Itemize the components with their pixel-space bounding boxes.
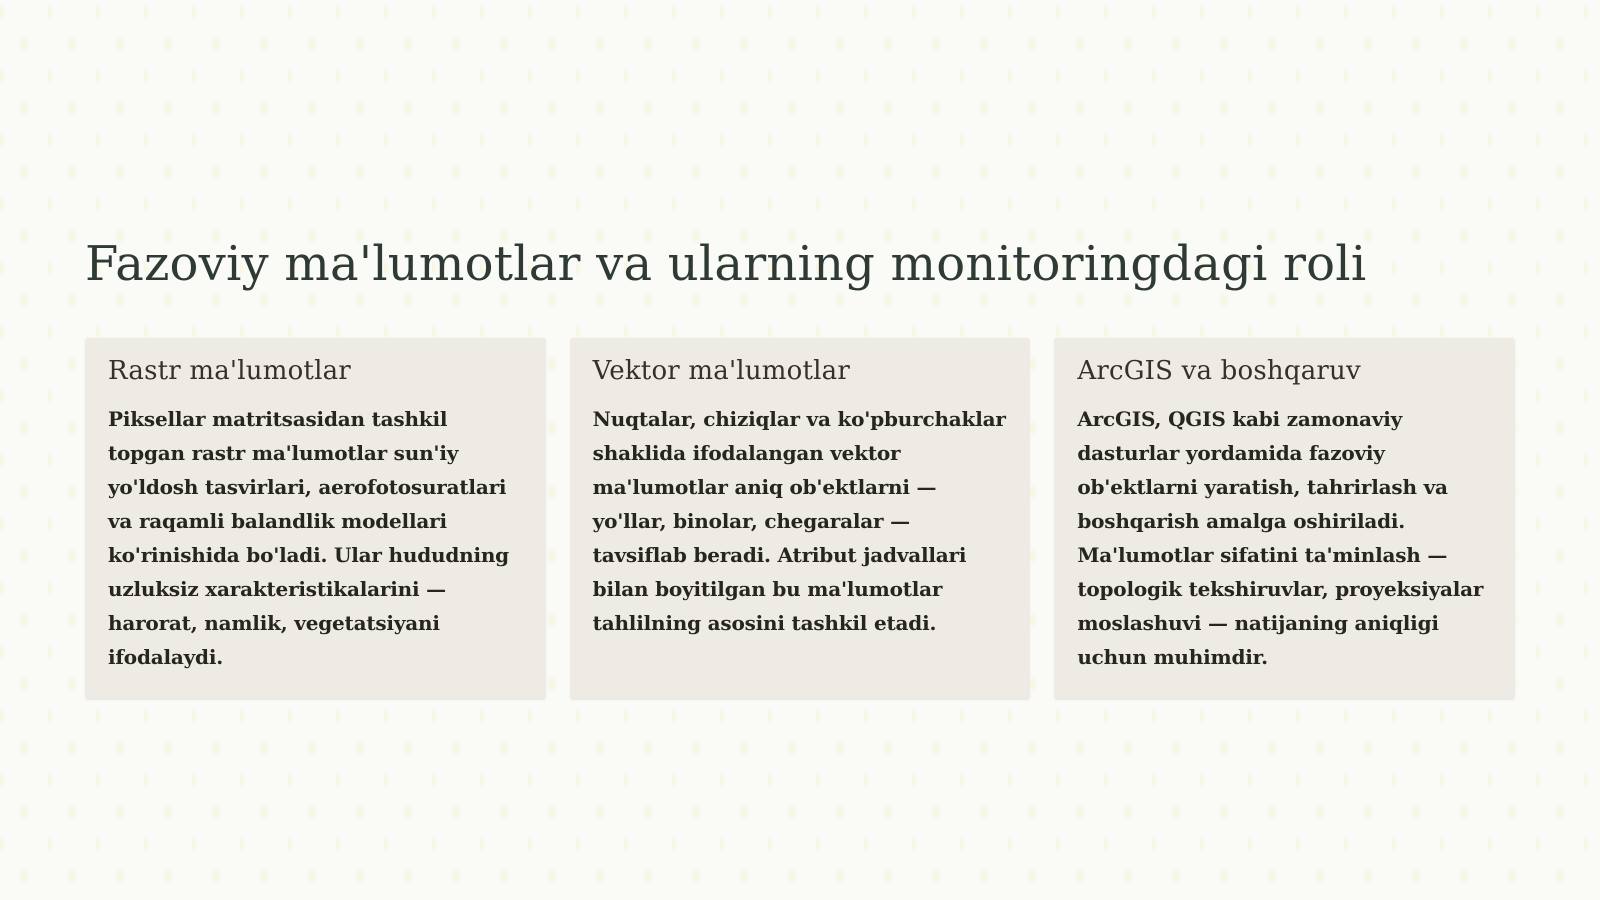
cards-row — [85, 338, 1515, 700]
page-title: Fazoviy ma'lumotlar va ularning monitoringdagi roli — [85, 236, 1367, 292]
card-heading: Vektor ma'lumotlar — [592, 356, 850, 386]
card-heading: ArcGIS va boshqaruv — [1077, 356, 1361, 386]
card-vektor-malumotlar — [570, 338, 1031, 700]
card-body: ArcGIS, QGIS kabi zamonaviy dasturlar yordamida fazoviy ob'ektlarni yaratish, tahrirlash va boshqarish amalga oshiriladi. Ma'lumotlar sifatini ta'minlash — topologik tekshiruvlar, proyeksiyalar moslashuvi — natijaning aniqligi uchun muhimdir. — [1077, 407, 1484, 669]
card-body: Nuqtalar, chiziqlar va ko'pburchaklar shaklida ifodalangan vektor ma'lumotlar aniq ob'ektlarni — yo'llar, binolar, chegaralar — tavsiflab beradi. Atribut jadvallari bilan boyitilgan bu ma'lumotlar tahlilning asosini tashkil etadi. — [592, 407, 1006, 635]
card-heading: Rastr ma'lumotlar — [108, 356, 351, 386]
card-rastr-malumotlar — [85, 338, 546, 700]
card-body: Piksellar matritsasidan tashkil topgan rastr ma'lumotlar sun'iy yo'ldosh tasvirlari, aerofotosuratlari va raqamli balandlik modellari ko'rinishida bo'ladi. Ular hududning uzluksiz xarakteristikalarini — harorat, namlik, vegetatsiyani ifodalaydi. — [108, 407, 509, 669]
card-arcgis-boshqaruv — [1054, 338, 1515, 700]
